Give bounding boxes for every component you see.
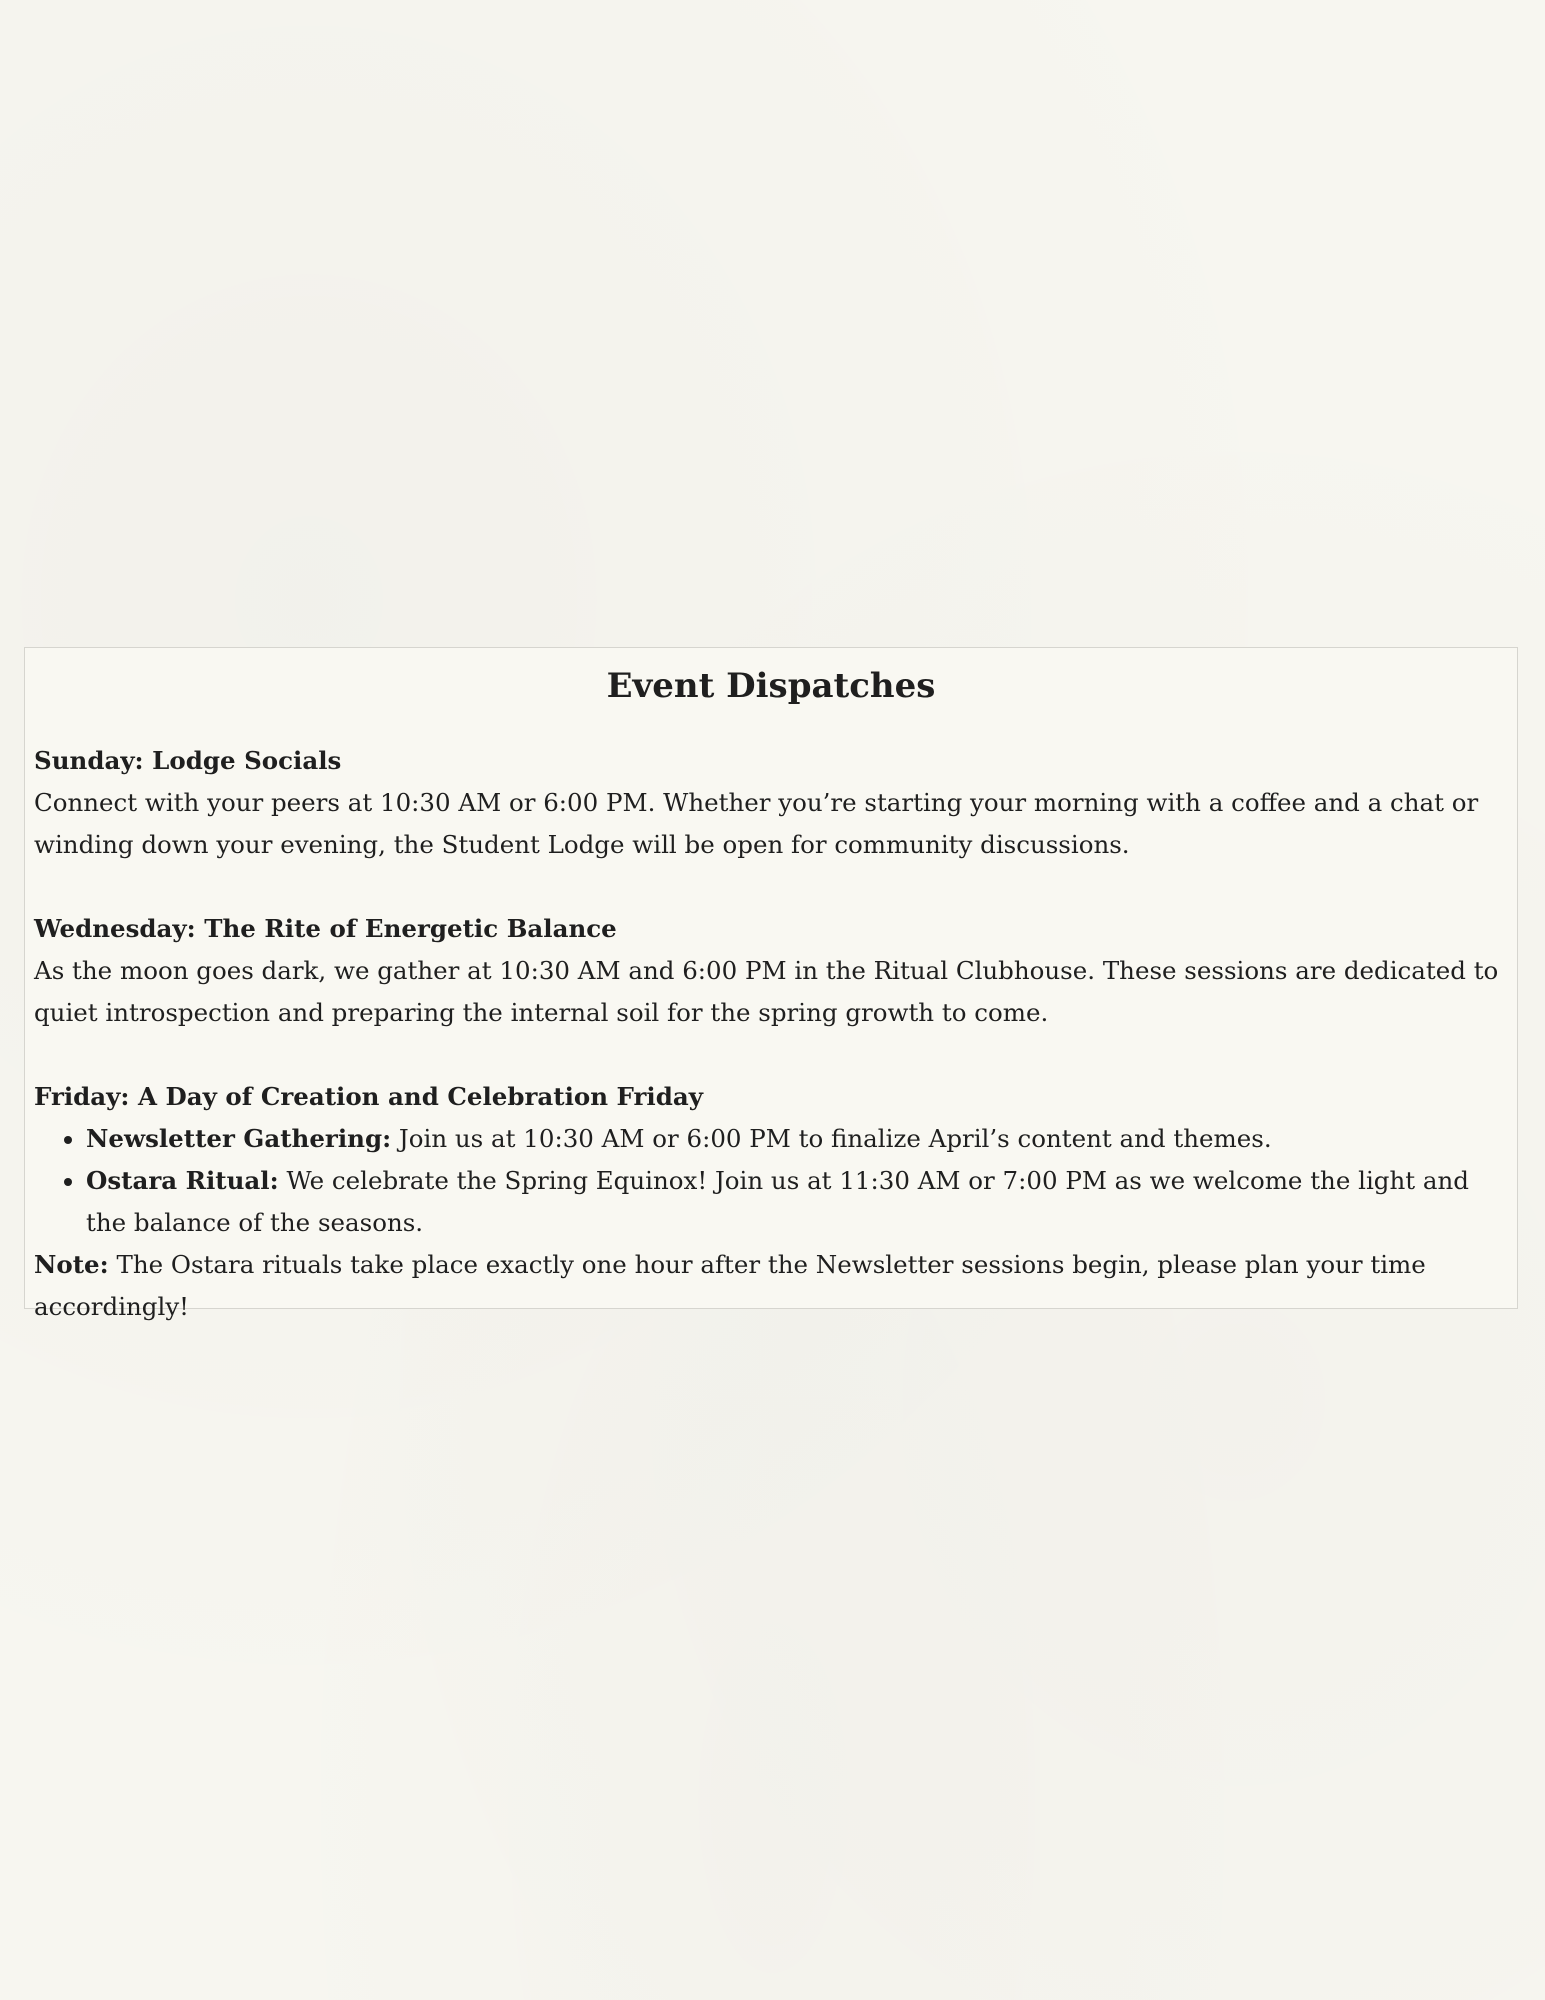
section-heading: Sunday: Lodge Socials — [34, 746, 342, 775]
list-item-ostara — [86, 1160, 1505, 1244]
section-body: Connect with your peers at 10:30 AM or 6:00 PM. Whether you’re starting your morning with a coffee and a chat or winding down your evening, the Student Lodge will be open for community discussions. — [34, 788, 1479, 859]
event-dispatches-panel — [24, 647, 1518, 1321]
item-label: Newsletter Gathering: — [86, 1124, 392, 1153]
list-item-newsletter — [86, 1118, 1505, 1160]
section-sunday — [34, 740, 1517, 866]
section-heading: Wednesday: The Rite of Energetic Balance — [34, 914, 617, 943]
item-text: Join us at 10:30 AM or 6:00 PM to finalize April’s content and themes. — [391, 1124, 1272, 1153]
page-title: Event Dispatches — [606, 666, 936, 706]
note-text: The Ostara rituals take place exactly one hour after the Newsletter sessions begin, please plan your time accordingly! — [34, 1250, 1426, 1321]
section-friday — [34, 1076, 1517, 1328]
section-body: As the moon goes dark, we gather at 10:30 AM and 6:00 PM in the Ritual Clubhouse. These sessions are dedicated to quiet introspection and preparing the internal soil for the spring growth to come. — [34, 956, 1499, 1027]
section-heading: Friday: A Day of Creation and Celebration Friday — [34, 1082, 703, 1111]
note-label: Note: — [34, 1250, 109, 1279]
item-label: Ostara Ritual: — [86, 1166, 279, 1195]
section-wednesday — [34, 908, 1517, 1034]
note — [34, 1244, 1517, 1328]
item-text: We celebrate the Spring Equinox! Join us at 11:30 AM or 7:00 PM as we welcome the light and the balance of the seasons. — [86, 1166, 1469, 1237]
event-list — [34, 1118, 1517, 1244]
